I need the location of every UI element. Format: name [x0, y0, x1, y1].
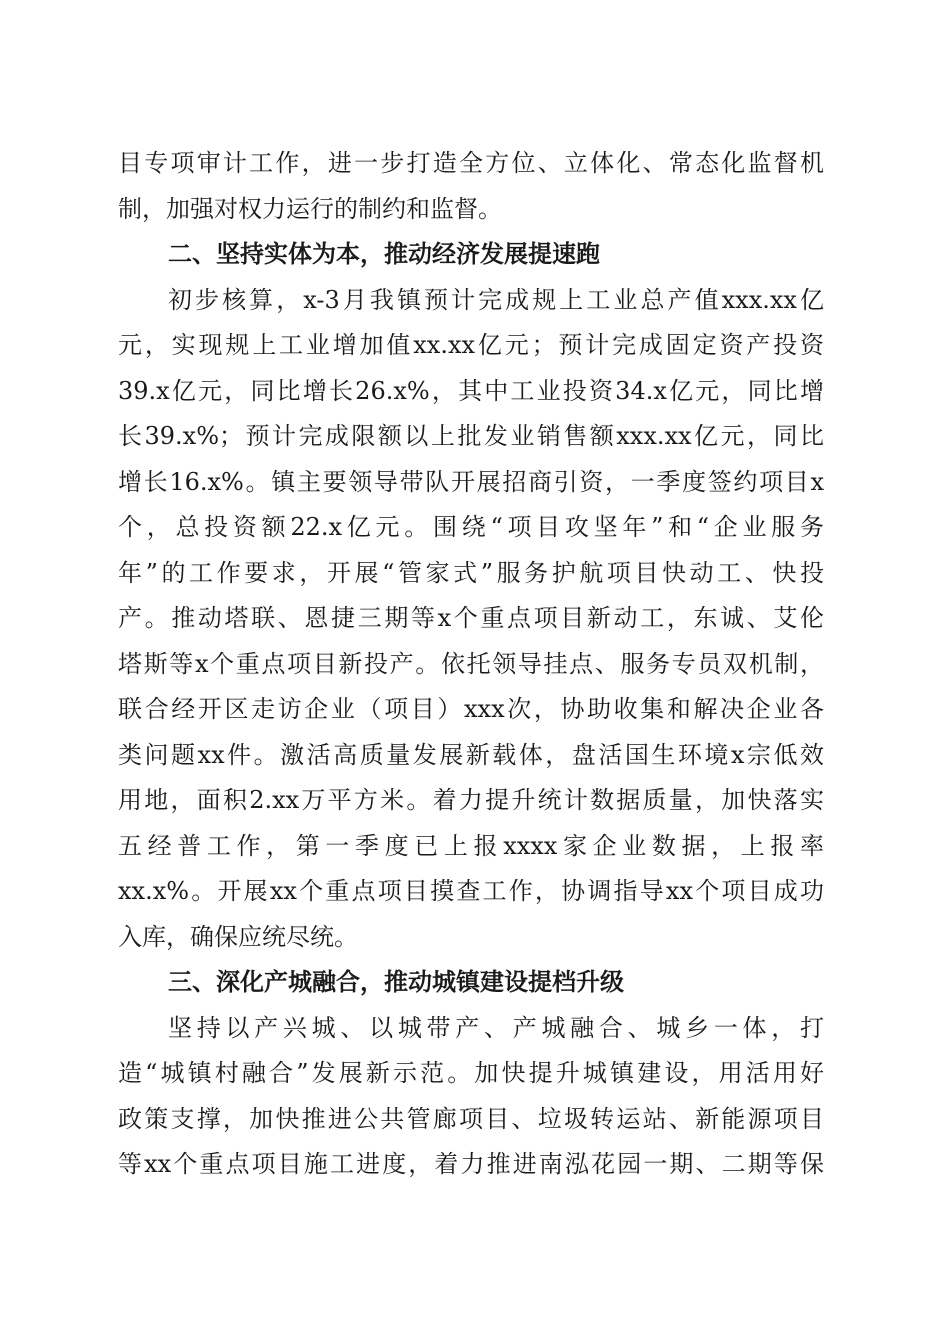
- paragraph-line: 入库，确保应统尽统。: [118, 922, 358, 951]
- paragraph-line: 个，总投资额22.x亿元。围绕“项目攻坚年”和“企业服务: [118, 513, 824, 541]
- paragraph-line: 坚持以产兴城、以城带产、产城融合、城乡一体，打: [168, 1013, 824, 1042]
- paragraph-line: 长39.x%；预计完成限额以上批发业销售额xxx.xx亿元，同比: [118, 422, 824, 450]
- paragraph-line: 目专项审计工作，进一步打造全方位、立体化、常态化监督机: [118, 149, 824, 177]
- paragraph-line: 年”的工作要求，开展“管家式”服务护航项目快动工、快投: [118, 558, 824, 587]
- section-heading-economy: 二、坚持实体为本，推动经济发展提速跑: [168, 240, 600, 268]
- paragraph-line: 增长16.x%。镇主要领导带队开展招商引资，一季度签约项目x: [118, 467, 824, 496]
- paragraph-line: 塔斯等x个重点项目新投产。依托领导挂点、服务专员双机制，: [118, 649, 824, 678]
- paragraph-line: 类问题xx件。激活高质量发展新载体，盘活国生环境x宗低效: [118, 740, 824, 769]
- paragraph-line: 元，实现规上工业增加值xx.xx亿元；预计完成固定资产投资: [118, 331, 824, 359]
- paragraph-line: 39.x亿元，同比增长26.x%，其中工业投资34.x亿元，同比增: [118, 376, 824, 405]
- paragraph-line: 联合经开区走访企业（项目）xxx次，协助收集和解决企业各: [118, 695, 824, 723]
- paragraph-line: xx.x%。开展xx个重点项目摸查工作，协调指导xx个项目成功: [118, 877, 824, 905]
- paragraph-line: 造“城镇村融合”发展新示范。加快提升城镇建设，用活用好: [118, 1059, 824, 1087]
- paragraph-line: 初步核算，x-3月我镇预计完成规上工业总产值xxx.xx亿: [168, 285, 824, 314]
- paragraph-line: 五经普工作，第一季度已上报xxxx家企业数据，上报率: [118, 831, 824, 860]
- paragraph-line: 制，加强对权力运行的制约和监督。: [118, 194, 502, 223]
- paragraph-line: 等xx个重点项目施工进度，着力推进南泓花园一期、二期等保: [118, 1150, 824, 1178]
- document-body: [118, 141, 824, 1188]
- paragraph-line: 用地，面积2.xx万平方米。着力提升统计数据质量，加快落实: [118, 786, 824, 814]
- paragraph-line: 产。推动塔联、恩捷三期等x个重点项目新动工，东诚、艾伦: [118, 604, 824, 632]
- paragraph-line: 政策支撑，加快推进公共管廊项目、垃圾转运站、新能源项目: [118, 1104, 824, 1133]
- section-heading-urban: 三、深化产城融合，推动城镇建设提档升级: [168, 968, 624, 996]
